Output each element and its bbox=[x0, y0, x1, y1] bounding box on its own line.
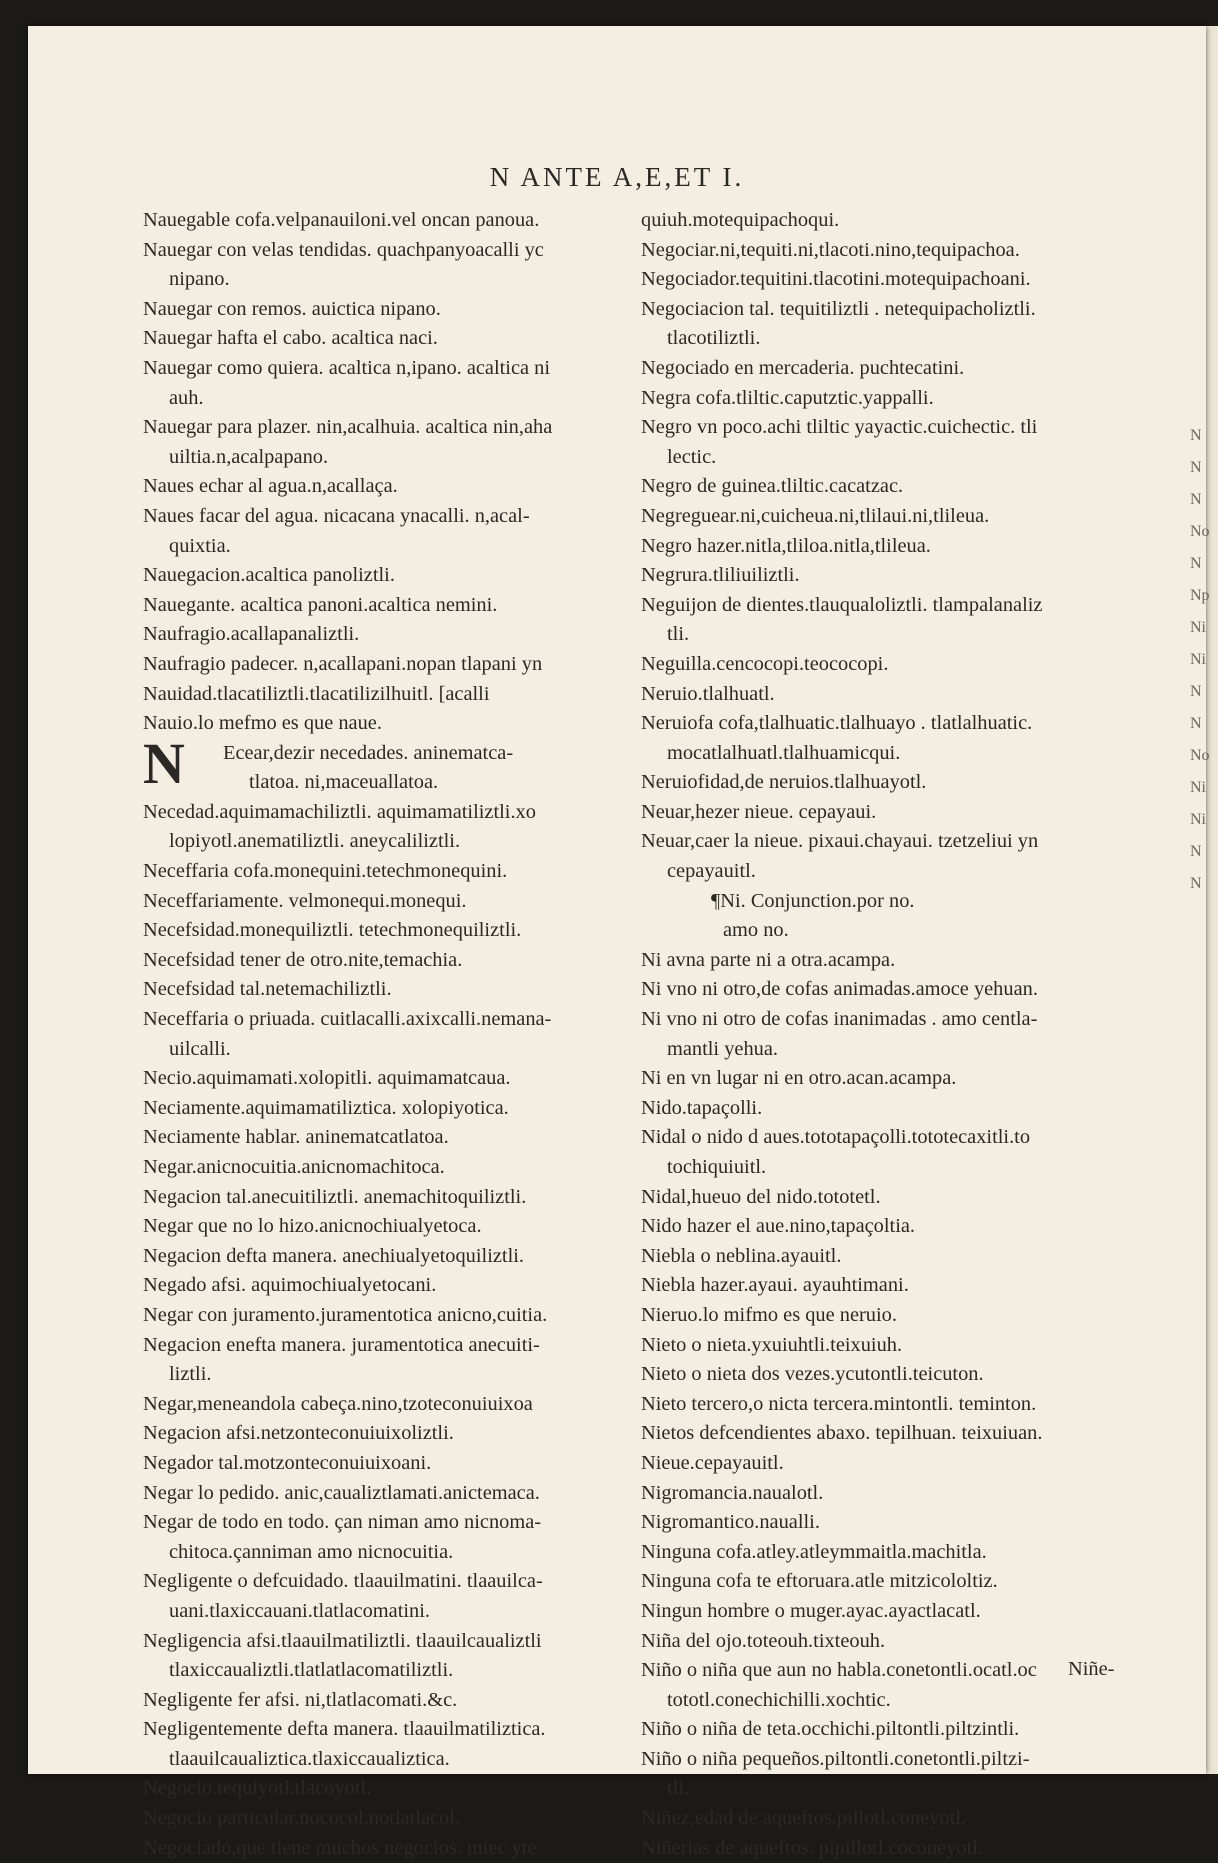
entry-line: Neceffaria o priuada. cuitlacalli.axixcalli.nemana- bbox=[143, 1008, 552, 1031]
dictionary-entry bbox=[143, 730, 648, 798]
margin-fragment: N bbox=[1190, 843, 1202, 860]
dictionary-entry bbox=[143, 1686, 648, 1716]
entry-line: Necefsidad tener de otro.nite,temachia. bbox=[143, 948, 463, 971]
entry-line: Ninguna cofa te eftoruara.atle mitzicololtiz. bbox=[641, 1570, 998, 1593]
entry-continuation-line: tototl.conechichilli.xochtic. bbox=[667, 1688, 891, 1711]
dictionary-entry bbox=[143, 236, 648, 295]
entry-line: Ninguna cofa.atley.atleymmaitla.machitla. bbox=[641, 1540, 987, 1563]
entry-line: Necedad.aquimamachiliztli. aquimamatiliztli.xo bbox=[143, 800, 536, 823]
dictionary-entry bbox=[143, 502, 648, 561]
entry-line: Negocio particular.nococol.notlatlacol. bbox=[143, 1807, 461, 1830]
dictionary-entry bbox=[641, 1449, 1151, 1479]
entry-continuation-line: tlaauilcaualiztica.tlaxiccaualiztica. bbox=[169, 1747, 450, 1770]
entry-line: Negligencia afsi.tlaauilmatiliztli. tlaauilcaualiztli bbox=[143, 1629, 542, 1652]
entry-line: Negacion afsi.netzonteconuiuixoliztli. bbox=[143, 1422, 454, 1445]
dictionary-entry bbox=[143, 413, 648, 472]
entry-line: Niebla o neblina.ayauitl. bbox=[641, 1244, 842, 1267]
entry-continuation-line: auh. bbox=[169, 386, 204, 409]
entry-line: Necio.aquimamati.xolopitli. aquimamatcaua. bbox=[143, 1067, 511, 1090]
margin-fragment: Ni bbox=[1190, 811, 1206, 828]
dictionary-entry bbox=[641, 1834, 1151, 1863]
dictionary-entry bbox=[143, 1508, 648, 1567]
dictionary-entry bbox=[641, 975, 1151, 1005]
dictionary-entry bbox=[641, 1804, 1151, 1834]
entry-line: Nieto o nieta.yxuiuhtli.teixuiuh. bbox=[641, 1333, 903, 1356]
dictionary-entry bbox=[641, 1508, 1151, 1538]
running-header: N ANTE A,E,ET I. bbox=[489, 162, 745, 192]
dictionary-entry bbox=[143, 857, 648, 887]
entry-line: Negar que no lo hizo.anicnochiualyetoca. bbox=[143, 1215, 482, 1238]
entry-line: Nauegar como quiera. acaltica n,ipano. acaltica ni bbox=[143, 356, 551, 379]
dictionary-entry bbox=[641, 1567, 1151, 1597]
entry-line: Neruiofa cofa,tlalhuatic.tlalhuayo . tlatlalhuatic. bbox=[641, 712, 1033, 735]
entry-line: Nigromancia.naualotl. bbox=[641, 1481, 824, 1504]
margin-fragment: Np bbox=[1190, 587, 1210, 604]
entry-line: Negociado en mercaderia. puchtecatini. bbox=[641, 356, 965, 379]
entry-line: Negociar.ni,tequiti.ni,tlacoti.nino,tequipachoa. bbox=[641, 238, 1020, 261]
dictionary-entry bbox=[641, 798, 1151, 828]
dictionary-entry bbox=[143, 561, 648, 591]
dictionary-entry bbox=[641, 1419, 1151, 1449]
entry-line: Niño o niña de teta.occhichi.piltontli.piltzintli. bbox=[641, 1718, 1020, 1741]
dictionary-entry bbox=[641, 1183, 1151, 1213]
entry-line: Nidal,hueuo del nido.tototetl. bbox=[641, 1185, 881, 1208]
dictionary-entry bbox=[143, 1419, 648, 1449]
entry-continuation-line: lopiyotl.anematiliztli. aneycaliliztli. bbox=[169, 830, 461, 853]
entry-line: Neciamente.aquimamatiliztica. xolopiyotica. bbox=[143, 1096, 509, 1119]
entry-line: Negociado,que tiene muchos negocios. miec yte bbox=[143, 1836, 537, 1859]
entry-line: Nigromantico.naualli. bbox=[641, 1511, 820, 1534]
entry-line: Nidal o nido d aues.tototapaçolli.tototecaxitli.to bbox=[641, 1126, 1031, 1149]
dictionary-entry bbox=[641, 472, 1151, 502]
margin-fragment: N bbox=[1190, 555, 1202, 572]
entry-line: Negligentemente defta manera. tlaauilmatiliztica. bbox=[143, 1718, 546, 1741]
margin-fragment: Ni bbox=[1190, 619, 1206, 636]
dictionary-entry bbox=[143, 1331, 648, 1390]
dictionary-entry bbox=[641, 1301, 1151, 1331]
dictionary-entry bbox=[143, 798, 648, 857]
facing-page-margin-fragments bbox=[1190, 420, 1218, 1420]
catch-word: Niñe- bbox=[1068, 1658, 1115, 1680]
margin-fragment: Ni bbox=[1190, 779, 1206, 796]
entry-continuation-line: uiltia.n,acalpapano. bbox=[169, 445, 329, 468]
dictionary-entry bbox=[143, 1094, 648, 1124]
dictionary-entry bbox=[143, 1715, 648, 1774]
dictionary-entry bbox=[143, 1449, 648, 1479]
entry-continuation-line: liztli. bbox=[169, 1363, 212, 1386]
dictionary-entry bbox=[641, 887, 1151, 946]
right-column bbox=[641, 206, 1151, 1863]
entry-line: Nietos defcendientes abaxo. tepilhuan. teixuiuan. bbox=[641, 1422, 1043, 1445]
entry-line: Negro vn poco.achi tliltic yayactic.cuichectic. tli bbox=[641, 416, 1038, 439]
margin-fragment: No bbox=[1190, 747, 1210, 764]
entry-continuation-line: chitoca.çanniman amo nicnocuitia. bbox=[169, 1540, 454, 1563]
entry-line: Neceffariamente. velmonequi.monequi. bbox=[143, 889, 467, 912]
dictionary-entry bbox=[143, 1064, 648, 1094]
dictionary-entry bbox=[641, 1064, 1151, 1094]
entry-line: Negacion defta manera. anechiualyetoquiliztli. bbox=[143, 1244, 525, 1267]
dictionary-entry bbox=[143, 709, 648, 739]
dictionary-entry bbox=[641, 1479, 1151, 1509]
dictionary-entry bbox=[641, 591, 1151, 650]
entry-line: Nido.tapaçolli. bbox=[641, 1096, 763, 1119]
entry-line: Ningun hombre o muger.ayac.ayactlacatl. bbox=[641, 1599, 981, 1622]
entry-line: Negrura.tliliuiliztli. bbox=[641, 564, 800, 587]
dictionary-entry bbox=[143, 916, 648, 946]
entry-line: Negligente o defcuidado. tlaauilmatini. tlaauilca- bbox=[143, 1570, 543, 1593]
entry-line: Nauegacion.acaltica panoliztli. bbox=[143, 564, 395, 587]
dictionary-entry bbox=[641, 354, 1151, 384]
dictionary-entry bbox=[143, 650, 648, 680]
dictionary-entry bbox=[143, 1301, 648, 1331]
entry-continuation-line: tlatoa. ni,maceuallatoa. bbox=[249, 771, 439, 794]
entry-line: Negador tal.motzonteconuiuixoani. bbox=[143, 1451, 432, 1474]
entry-line: Negro hazer.nitla,tliloa.nitla,tlileua. bbox=[641, 534, 931, 557]
dictionary-entry bbox=[641, 265, 1151, 295]
entry-line: Nieto o nieta dos vezes.ycutontli.teicuton. bbox=[641, 1363, 984, 1386]
entry-continuation-line: tlacotiliztli. bbox=[667, 327, 761, 350]
entry-line: Ni vno ni otro de cofas inanimadas . amo centla- bbox=[641, 1008, 1038, 1031]
dictionary-entry bbox=[641, 1331, 1151, 1361]
entry-line: Nauidad.tlacatiliztli.tlacatilizilhuitl. [acalli bbox=[143, 682, 490, 705]
entry-continuation-line: tochiquiuitl. bbox=[667, 1156, 767, 1178]
entry-line: Nauegar con velas tendidas. quachpanyoacalli yc bbox=[143, 238, 544, 261]
entry-continuation-line: tli. bbox=[667, 1777, 690, 1800]
entry-continuation-line: tli. bbox=[667, 623, 690, 646]
dictionary-entry bbox=[641, 532, 1151, 562]
entry-line: Niño o niña que aun no habla.conetontli.ocatl.oc bbox=[641, 1659, 1037, 1682]
entry-line: Nido hazer el aue.nino,tapaçoltia. bbox=[641, 1215, 916, 1238]
entry-line: Nauegar con remos. auictica nipano. bbox=[143, 297, 441, 320]
dictionary-entry bbox=[143, 1390, 648, 1420]
entry-line: Nauegar para plazer. nin,acalhuia. acaltica nin,aha bbox=[143, 416, 553, 439]
entry-line: Negacion tal.anecuitiliztli. anemachitoquiliztli. bbox=[143, 1185, 527, 1208]
entry-line: ¶Ni. Conjunction.por no. bbox=[711, 889, 915, 912]
dictionary-entry bbox=[143, 975, 648, 1005]
dictionary-entry bbox=[641, 1123, 1151, 1182]
entry-line: Negar.anicnocuitia.anicnomachitoca. bbox=[143, 1156, 445, 1178]
entry-continuation-line: uilcalli. bbox=[169, 1037, 231, 1060]
entry-line: Negligente fer afsi. ni,tlatlacomati.&c. bbox=[143, 1688, 458, 1711]
dictionary-entry bbox=[143, 324, 648, 354]
margin-fragment: No bbox=[1190, 523, 1210, 540]
dictionary-entry bbox=[143, 887, 648, 917]
dictionary-entry bbox=[143, 591, 648, 621]
entry-line: Neruiofidad,de neruios.tlalhuayotl. bbox=[641, 771, 927, 794]
margin-fragment: N bbox=[1190, 427, 1202, 444]
dictionary-entry bbox=[641, 680, 1151, 710]
entry-line: Naues echar al agua.n,acallaça. bbox=[143, 475, 398, 498]
entry-line: Naufragio.acallapanaliztli. bbox=[143, 623, 360, 646]
entry-continuation-line: cepayauitl. bbox=[667, 860, 756, 883]
dictionary-entry bbox=[641, 561, 1151, 591]
entry-line: Negar de todo en todo. çan niman amo nicnoma- bbox=[143, 1511, 542, 1534]
dictionary-entry bbox=[641, 1597, 1151, 1627]
dictionary-entry bbox=[641, 1005, 1151, 1064]
entry-line: Ni avna parte ni a otra.acampa. bbox=[641, 948, 896, 971]
entry-continuation-line: nipano. bbox=[169, 268, 230, 291]
dictionary-entry bbox=[143, 1834, 648, 1863]
dictionary-entry bbox=[143, 1567, 648, 1626]
dictionary-entry bbox=[641, 1538, 1151, 1568]
margin-fragment: N bbox=[1190, 875, 1202, 892]
entry-line: Neguijon de dientes.tlauqualoliztli. tlampalanaliz bbox=[641, 593, 1043, 616]
dictionary-entry bbox=[641, 1242, 1151, 1272]
dictionary-entry bbox=[143, 1005, 648, 1064]
entry-line: Negro de guinea.tliltic.cacatzac. bbox=[641, 475, 904, 498]
entry-line: quiuh.motequipachoqui. bbox=[641, 209, 840, 231]
entry-line: Neruio.tlalhuatl. bbox=[641, 682, 775, 705]
dictionary-entry bbox=[641, 1212, 1151, 1242]
entry-line: Negreguear.ni,cuicheua.ni,tlilaui.ni,tlileua. bbox=[641, 504, 990, 527]
dictionary-entry bbox=[143, 1627, 648, 1686]
entry-continuation-line: quixtia. bbox=[169, 534, 231, 557]
entry-line: Negar lo pedido. anic,caualiztlamati.anictemaca. bbox=[143, 1481, 540, 1504]
entry-line: Naufragio padecer. n,acallapani.nopan tlapani yn bbox=[143, 652, 543, 675]
dictionary-entry bbox=[641, 1271, 1151, 1301]
entry-line: Nauio.lo mefmo es que naue. bbox=[143, 712, 382, 735]
dictionary-entry bbox=[143, 472, 648, 502]
dictionary-entry bbox=[143, 1804, 648, 1834]
dictionary-entry bbox=[641, 206, 1151, 236]
dictionary-entry bbox=[143, 1479, 648, 1509]
entry-line: Negociacion tal. tequitiliztli . netequipacholiztli. bbox=[641, 297, 1036, 320]
entry-line: Niñerias de aqueftos. pipillotl.coconeyotl. bbox=[641, 1836, 984, 1859]
entry-line: Niña del ojo.toteouh.tixteouh. bbox=[641, 1629, 886, 1652]
dictionary-entry bbox=[641, 709, 1151, 768]
entry-line: Ecear,dezir necedades. aninematca- bbox=[223, 741, 514, 764]
dictionary-entry bbox=[641, 1094, 1151, 1124]
dictionary-entry bbox=[641, 650, 1151, 680]
dictionary-entry bbox=[641, 1627, 1151, 1657]
entry-line: Negar con juramento.juramentotica anicno,cuitia. bbox=[143, 1303, 548, 1326]
entry-line: Nieto tercero,o nicta tercera.mintontli. teminton. bbox=[641, 1392, 1037, 1415]
dictionary-entry bbox=[143, 1123, 648, 1153]
entry-line: Neuar,caer la nieue. pixaui.chayaui. tzetzeliui yn bbox=[641, 830, 1039, 853]
dictionary-entry bbox=[641, 1745, 1151, 1804]
entry-line: Neguilla.cencocopi.teococopi. bbox=[641, 652, 889, 675]
dictionary-entry bbox=[641, 502, 1151, 532]
entry-line: Negacion enefta manera. juramentotica anecuiti- bbox=[143, 1333, 540, 1356]
drop-cap-initial: N bbox=[143, 730, 185, 796]
dictionary-entry bbox=[641, 827, 1151, 886]
dictionary-entry bbox=[143, 1183, 648, 1213]
dictionary-entry bbox=[641, 1360, 1151, 1390]
left-column bbox=[143, 206, 648, 1863]
entry-line: Negado afsi. aquimochiualyetocani. bbox=[143, 1274, 437, 1297]
entry-line: Niebla hazer.ayaui. ayauhtimani. bbox=[641, 1274, 909, 1297]
margin-fragment: N bbox=[1190, 715, 1202, 732]
dictionary-entry bbox=[641, 236, 1151, 266]
dictionary-entry bbox=[641, 1715, 1151, 1745]
entry-line: Negociador.tequitini.tlacotini.motequipachoani. bbox=[641, 268, 1031, 291]
entry-continuation-line: lectic. bbox=[667, 445, 717, 468]
dictionary-entry bbox=[143, 620, 648, 650]
entry-line: Neciamente hablar. aninematcatlatoa. bbox=[143, 1126, 449, 1149]
entry-line: Nieue.cepayauitl. bbox=[641, 1451, 784, 1474]
margin-fragment: N bbox=[1190, 491, 1202, 508]
entry-line: Nauegante. acaltica panoni.acaltica nemini. bbox=[143, 593, 498, 616]
entry-line: Nauegar hafta el cabo. acaltica naci. bbox=[143, 327, 438, 350]
entry-line: Necefsidad.monequiliztli. tetechmonequiliztli. bbox=[143, 919, 522, 942]
dictionary-entry bbox=[641, 946, 1151, 976]
entry-line: Nieruo.lo mifmo es que neruio. bbox=[641, 1303, 897, 1326]
entry-line: Neuar,hezer nieue. cepayaui. bbox=[641, 800, 877, 823]
entry-line: Niño o niña pequeños.piltontli.conetontli.piltzi- bbox=[641, 1747, 1030, 1770]
dictionary-entry bbox=[143, 1242, 648, 1272]
entry-line: Ni en vn lugar ni en otro.acan.acampa. bbox=[641, 1067, 957, 1090]
entry-continuation-line: mocatlalhuatl.tlalhuamicqui. bbox=[667, 741, 901, 764]
dictionary-entry bbox=[143, 354, 648, 413]
entry-line: Negocio.tequiyotl.tlacoyotl. bbox=[143, 1777, 372, 1800]
entry-line: Necefsidad tal.netemachiliztli. bbox=[143, 978, 392, 1001]
book-page bbox=[28, 26, 1206, 1859]
entry-line: Naues facar del agua. nicacana ynacalli. n,acal- bbox=[143, 504, 530, 527]
entry-line: Ni vno ni otro,de cofas animadas.amoce yehuan. bbox=[641, 978, 1038, 1001]
dictionary-entry bbox=[143, 1212, 648, 1242]
dictionary-entry bbox=[143, 680, 648, 710]
entry-line: Negra cofa.tliltic.caputztic.yappalli. bbox=[641, 386, 934, 409]
entry-line: Negar,meneandola cabeça.nino,tzoteconuiuixoa bbox=[143, 1392, 533, 1415]
entry-line: Neceffaria cofa.monequini.tetechmonequini. bbox=[143, 860, 508, 883]
margin-fragment: N bbox=[1190, 683, 1202, 700]
entry-continuation-line: tlaxiccaualiztli.tlatlatlacomatiliztli. bbox=[169, 1659, 454, 1682]
entry-continuation-line: mantli yehua. bbox=[667, 1037, 778, 1060]
dictionary-entry bbox=[143, 1271, 648, 1301]
dictionary-entry bbox=[143, 946, 648, 976]
margin-fragment: Ni bbox=[1190, 651, 1206, 668]
dictionary-entry bbox=[641, 384, 1151, 414]
entry-continuation-line: amo no. bbox=[723, 919, 789, 942]
dictionary-entry bbox=[143, 1153, 648, 1183]
dictionary-entry bbox=[641, 413, 1151, 472]
dictionary-entry bbox=[641, 1390, 1151, 1420]
entry-line: Nauegable cofa.velpanauiloni.vel oncan panoua. bbox=[143, 209, 540, 231]
dictionary-entry bbox=[641, 768, 1151, 798]
margin-fragment: N bbox=[1190, 459, 1202, 476]
entry-continuation-line: uani.tlaxiccauani.tlatlacomatini. bbox=[169, 1599, 431, 1622]
dictionary-entry bbox=[143, 206, 648, 236]
dictionary-entry bbox=[641, 295, 1151, 354]
entry-line: Niñez,edad de aqueftos.pillotl.coneyotl. bbox=[641, 1807, 967, 1830]
dictionary-entry bbox=[143, 295, 648, 325]
